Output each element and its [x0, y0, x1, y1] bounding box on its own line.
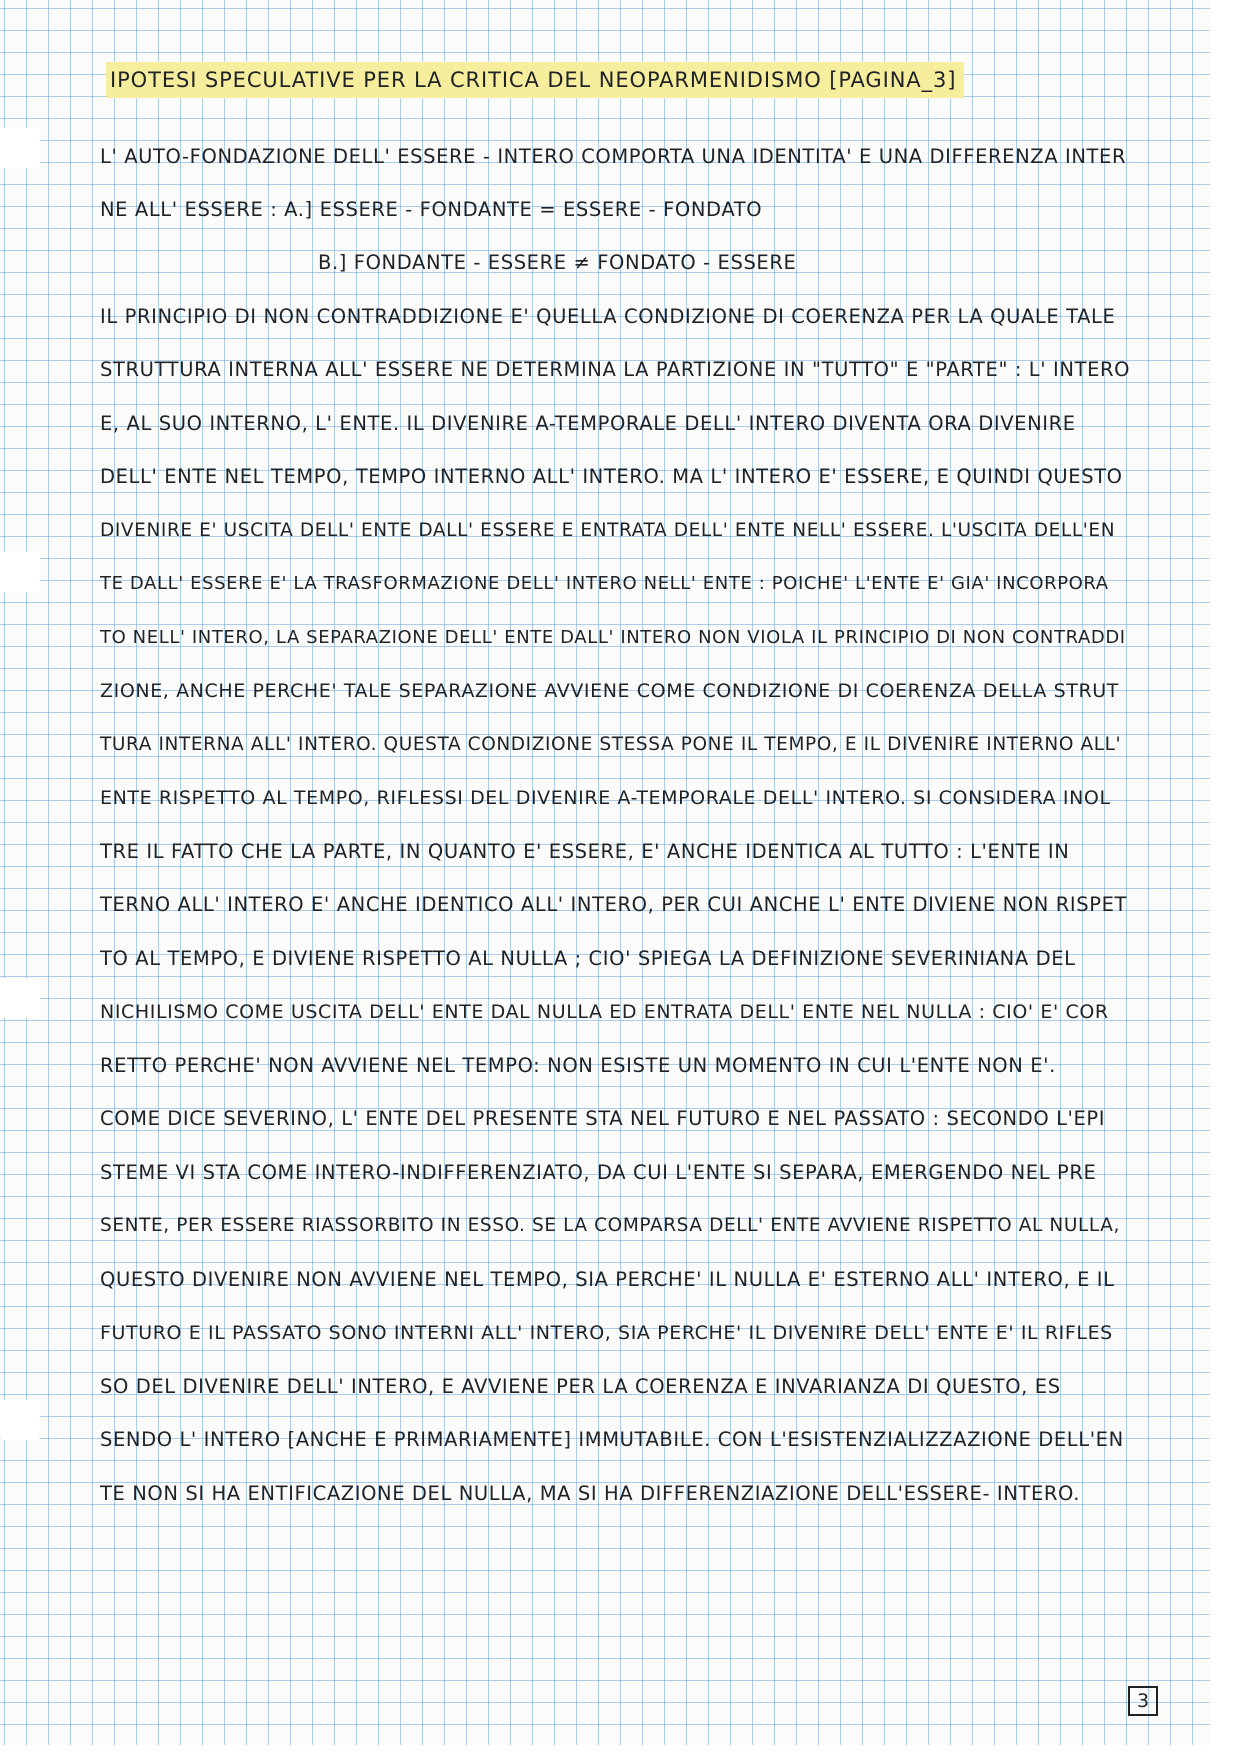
text-line: TRE IL FATTO CHE LA PARTE, IN QUANTO E' ESSERE, E' ANCHE IDENTICA AL TUTTO : L'ENTE IN — [100, 840, 1070, 863]
binder-hole — [0, 1400, 40, 1440]
text-line: B.] FONDANTE - ESSERE ≠ FONDATO - ESSERE — [318, 251, 797, 274]
text-line: E, AL SUO INTERNO, L' ENTE. IL DIVENIRE A-TEMPORALE DELL' INTERO DIVENTA ORA DIVENIRE — [100, 412, 1076, 435]
text-line: TURA INTERNA ALL' INTERO. QUESTA CONDIZIONE STESSA PONE IL TEMPO, E IL DIVENIRE INTERNO ALL' — [100, 734, 1122, 755]
text-line: FUTURO E IL PASSATO SONO INTERNI ALL' INTERO, SIA PERCHE' IL DIVENIRE DELL' ENTE E' IL RIFLES — [100, 1322, 1113, 1344]
text-line: SENDO L' INTERO [ANCHE E PRIMARIAMENTE] IMMUTABILE. CON L'ESISTENZIALIZZAZIONE DELL'EN — [100, 1428, 1124, 1451]
text-line: ZIONE, ANCHE PERCHE' TALE SEPARAZIONE AVVIENE COME CONDIZIONE DI COERENZA DELLA STRUT — [100, 680, 1119, 702]
page-title: IPOTESI SPECULATIVE PER LA CRITICA DEL NEOPARMENIDISMO [PAGINA_3] — [106, 62, 964, 98]
text-line: TE NON SI HA ENTIFICAZIONE DEL NULLA, MA SI HA DIFFERENZIAZIONE DELL'ESSERE- INTERO. — [100, 1482, 1080, 1505]
text-line: L' AUTO-FONDAZIONE DELL' ESSERE - INTERO COMPORTA UNA IDENTITA' E UNA DIFFERENZA INTER — [100, 145, 1127, 168]
text-line: TO AL TEMPO, E DIVIENE RISPETTO AL NULLA ; CIO' SPIEGA LA DEFINIZIONE SEVERINIANA DEL — [100, 947, 1076, 970]
text-line: COME DICE SEVERINO, L' ENTE DEL PRESENTE STA NEL FUTURO E NEL PASSATO : SECONDO L'EPI — [100, 1107, 1106, 1130]
text-line: STEME VI STA COME INTERO-INDIFFERENZIATO, DA CUI L'ENTE SI SEPARA, EMERGENDO NEL PRE — [100, 1161, 1097, 1184]
binder-hole — [0, 552, 40, 592]
text-line: SENTE, PER ESSERE RIASSORBITO IN ESSO. SE LA COMPARSA DELL' ENTE AVVIENE RISPETTO AL NULLA, — [100, 1215, 1120, 1236]
text-line: SO DEL DIVENIRE DELL' INTERO, E AVVIENE PER LA COERENZA E INVARIANZA DI QUESTO, ES — [100, 1375, 1061, 1398]
text-line: TE DALL' ESSERE E' LA TRASFORMAZIONE DELL' INTERO NELL' ENTE : POICHE' L'ENTE E' GIA' INCORPORA — [100, 573, 1109, 594]
text-line: RETTO PERCHE' NON AVVIENE NEL TEMPO: NON ESISTE UN MOMENTO IN CUI L'ENTE NON E'. — [100, 1054, 1056, 1077]
text-line: NICHILISMO COME USCITA DELL' ENTE DAL NULLA ED ENTRATA DELL' ENTE NEL NULLA : CIO' E' COR — [100, 1001, 1109, 1023]
text-line: STRUTTURA INTERNA ALL' ESSERE NE DETERMINA LA PARTIZIONE IN "TUTTO" E "PARTE" : L' INTERO — [100, 358, 1131, 381]
text-line: IL PRINCIPIO DI NON CONTRADDIZIONE E' QUELLA CONDIZIONE DI COERENZA PER LA QUALE TALE — [100, 305, 1116, 328]
text-line: DELL' ENTE NEL TEMPO, TEMPO INTERNO ALL' INTERO. MA L' INTERO E' ESSERE, E QUINDI QUESTO — [100, 465, 1123, 488]
binder-hole — [0, 978, 40, 1018]
text-line: DIVENIRE E' USCITA DELL' ENTE DALL' ESSERE E ENTRATA DELL' ENTE NELL' ESSERE. L'USCITA DELL'EN — [100, 520, 1116, 541]
text-line: QUESTO DIVENIRE NON AVVIENE NEL TEMPO, SIA PERCHE' IL NULLA E' ESTERNO ALL' INTERO, E IL — [100, 1268, 1115, 1291]
text-line: TERNO ALL' INTERO E' ANCHE IDENTICO ALL' INTERO, PER CUI ANCHE L' ENTE DIVIENE NON RISPET — [100, 893, 1128, 916]
page-number: 3 — [1128, 1686, 1158, 1716]
text-line: NE ALL' ESSERE : A.] ESSERE - FONDANTE = ESSERE - FONDATO — [100, 198, 763, 221]
text-line: TO NELL' INTERO, LA SEPARAZIONE DELL' ENTE DALL' INTERO NON VIOLA IL PRINCIPIO DI NON CONTRADDI — [100, 627, 1126, 648]
text-line: ENTE RISPETTO AL TEMPO, RIFLESSI DEL DIVENIRE A-TEMPORALE DELL' INTERO. SI CONSIDERA INOL — [100, 787, 1111, 809]
binder-hole — [0, 128, 40, 168]
